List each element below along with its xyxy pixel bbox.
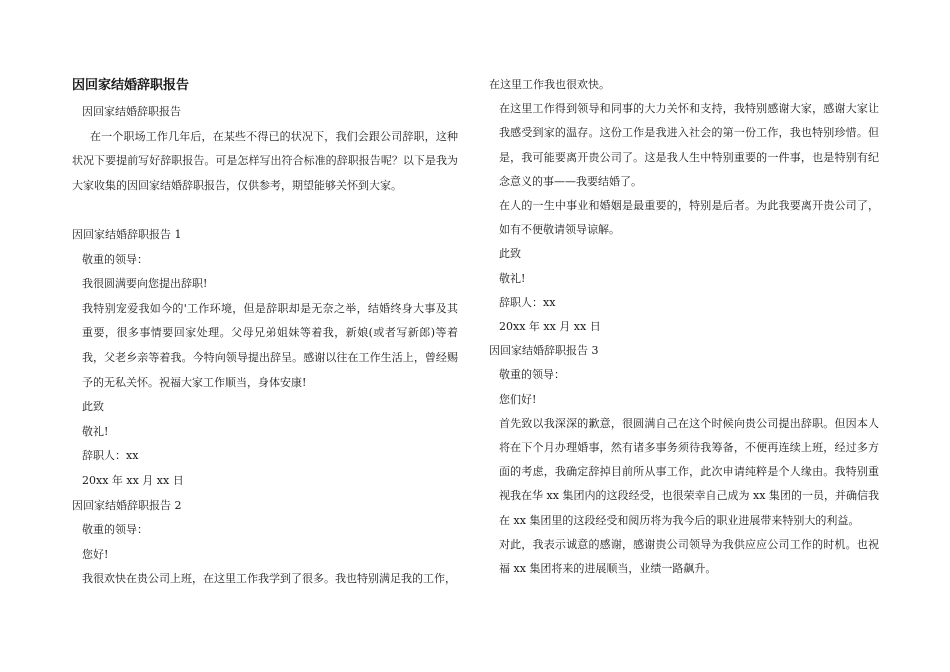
paragraph: 我特别宠爱我如今的'工作环境，但是辞职却是无奈之举，结婚终身大事及其重要，很多事情要回家处理。父母兄弟姐妹等着我，新娘(或者写新郎)等着我，父老乡亲等着我。今特向领导提出辞呈。感谢以往在工作生活上，曾经赐予的无私关怀。祝福大家工作顺当，身体安康! bbox=[82, 301, 458, 389]
right-column bbox=[489, 76, 879, 581]
paragraph: 敬重的领导： bbox=[499, 368, 565, 382]
section-heading: 因回家结婚辞职报告 3 bbox=[489, 344, 599, 358]
left-column bbox=[72, 76, 458, 592]
paragraph: 此致 bbox=[82, 400, 104, 414]
right-column-body bbox=[489, 73, 879, 581]
paragraph: 因回家结婚辞职报告 bbox=[82, 105, 181, 118]
section-heading: 在这里工作我也很欢快。 bbox=[489, 78, 610, 91]
blank-line bbox=[72, 198, 458, 223]
paragraph: 在人的一生中事业和婚姻是最重要的，特别是后者。为此我要离开贵公司了，如有不便敬请领导谅解。 bbox=[499, 199, 879, 237]
paragraph: 我很欢快在贵公司上班，在这里工作我学到了很多。我也特别满足我的工作， bbox=[82, 572, 456, 586]
paragraph: 20xx 年 xx 月 xx 日 bbox=[82, 473, 184, 487]
paragraph: 敬重的领导： bbox=[82, 523, 148, 537]
paragraph: 敬礼! bbox=[82, 424, 109, 438]
paragraph: 首先致以我深深的歉意，很圆满自己在这个时候向贵公司提出辞职。但因本人将在下个月办理婚事，然有诸多事务须待我筹备，不便再连续上班，经过多方面的考虑，我确定辞掉目前所从事工作，此次申请纯粹是个人缘由。我特别重视我在华 xx 集团内的这段经受，也很荣幸自己成为 xx 集团的一员，并确信我在 xx 集团里的这段经受和阅历将为我今后的职业进展带来特别大的利益。 bbox=[499, 416, 879, 527]
paragraph: 在这里工作得到领导和同事的大力关怀和支持，我特别感谢大家，感谢大家让我感受到家的温存。这份工作是我进入社会的第一份工作，我也特别珍惜。但是，我可能要离开贵公司了。这是我人生中特别重要的一件事，也是特别有纪念意义的事——我要结婚了。 bbox=[499, 102, 879, 188]
document-title: 因回家结婚辞职报告 bbox=[72, 78, 190, 93]
section-heading: 因回家结婚辞职报告 2 bbox=[72, 498, 182, 512]
paragraph: 辞职人：xx bbox=[82, 449, 139, 463]
left-column-body bbox=[72, 100, 458, 592]
paragraph: 辞职人：xx bbox=[499, 295, 556, 309]
paragraph: 我很圆满要向您提出辞职! bbox=[82, 277, 208, 291]
section-heading: 因回家结婚辞职报告 1 bbox=[72, 227, 182, 241]
paragraph: 敬礼! bbox=[499, 271, 526, 285]
paragraph: 敬重的领导： bbox=[82, 252, 148, 266]
paragraph: 在一个职场工作几年后，在某些不得已的状况下，我们会跟公司辞职，这种状况下要提前写好辞职报告。可是怎样写出符合标准的辞职报告呢？以下是我为大家收集的因回家结婚辞职报告，仅供参考，期望能够关怀到大家。 bbox=[72, 129, 458, 192]
paragraph: 您好! bbox=[82, 547, 109, 561]
paragraph: 20xx 年 xx 月 xx 日 bbox=[499, 320, 601, 334]
paragraph: 此致 bbox=[499, 247, 521, 261]
paragraph: 您们好! bbox=[499, 392, 537, 406]
paragraph: 对此，我表示诚意的感谢，感谢贵公司领导为我供应应公司工作的时机。也祝福 xx 集团将来的进展顺当，业绩一路飙升。 bbox=[499, 537, 879, 576]
